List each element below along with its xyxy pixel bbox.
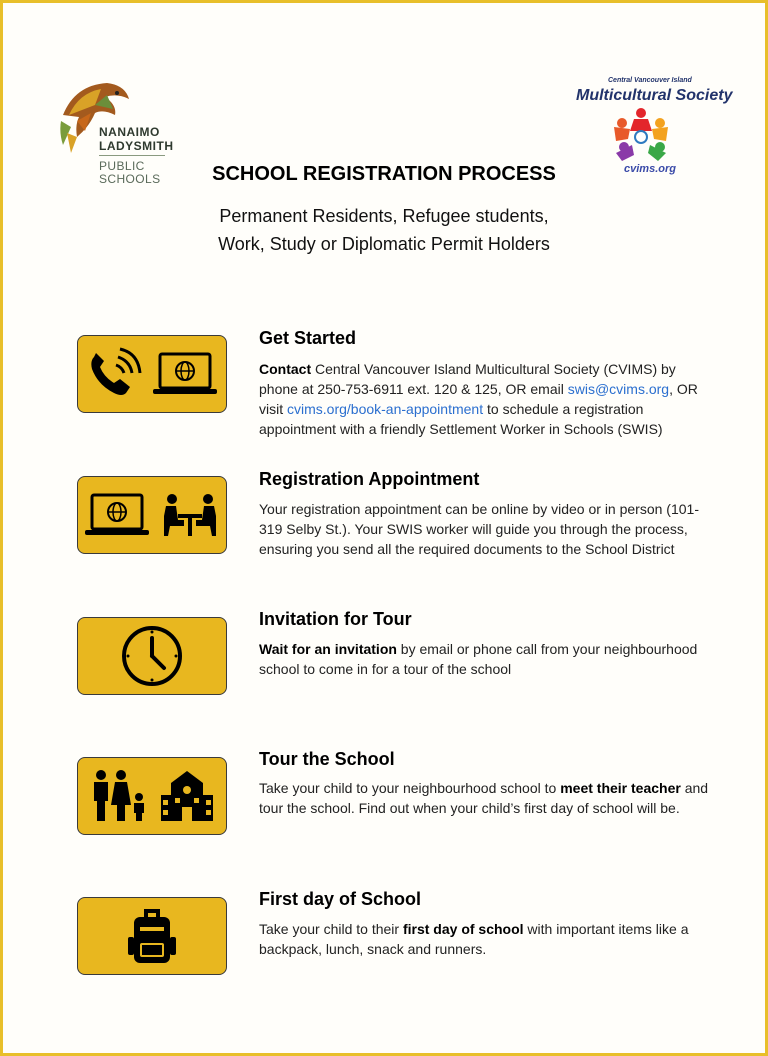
meeting-icon [160, 492, 220, 538]
family-icon [89, 769, 149, 823]
cvims-logo-url: cvims.org [624, 163, 676, 175]
step-description [259, 639, 709, 679]
laptop-globe-icon [84, 492, 150, 538]
step-text-part: , OR visit [259, 381, 698, 417]
step-title: Invitation for Tour [259, 609, 412, 629]
step-lead-text: Contact [259, 361, 312, 377]
step-description [259, 778, 709, 818]
backpack-icon [126, 907, 178, 965]
step-icon-box [77, 757, 227, 835]
appointment-link[interactable]: cvims.org/book-an-appointment [287, 401, 484, 417]
step-text-part: Take your child to their [259, 921, 403, 937]
logo-left-line3: PUBLIC [99, 159, 145, 173]
cvims-logo-small-text: Central Vancouver Island [608, 77, 692, 84]
phone-icon [86, 347, 142, 401]
step-description [259, 919, 709, 959]
step-icon-box [77, 617, 227, 695]
logo-left-line1: NANAIMO [99, 125, 160, 139]
step-lead-text: Wait for an invitation [259, 641, 397, 657]
step-title: Get Started [259, 328, 357, 348]
subtitle-line1: Permanent Residents, Refugee students, [219, 206, 549, 226]
laptop-globe-icon [152, 351, 218, 397]
step-text-part: with important items like a backpack, lunch, snack and runners. [259, 921, 689, 957]
step-title: First day of School [259, 889, 422, 909]
clock-icon [120, 624, 184, 688]
step-icon-box [77, 476, 227, 554]
page-title: SCHOOL REGISTRATION PROCESS [212, 163, 556, 185]
step-description: Your registration appointment can be online by video or in person (101-319 Selby St.). Your SWIS worker will guide you through the process, ensuring you send all the required documents to the School District [259, 501, 699, 557]
school-icon [159, 769, 215, 823]
step-text-part: and tour the school. Find out when your child’s first day of school will be. [259, 780, 709, 816]
logo-left-line2: LADYSMITH [99, 139, 174, 153]
logo-left-line4: SCHOOLS [99, 172, 161, 186]
step-bold-text: first day of school [402, 921, 524, 937]
step-icon-box [77, 335, 227, 413]
cvims-logo [568, 77, 733, 177]
step-description [259, 359, 709, 439]
step-bold-text: meet their teacher [560, 780, 681, 796]
step-text-part: by email or phone call from your neighbourhood school to come in for a tour of the school [259, 641, 698, 677]
step-icon-box [77, 897, 227, 975]
step-text-part: to schedule a registration appointment with a friendly Settlement Worker in Schools (SWIS) [259, 401, 663, 437]
step-title: Registration Appointment [259, 469, 480, 489]
logo-left-divider [99, 155, 165, 156]
subtitle-line2: Work, Study or Diplomatic Permit Holders [218, 234, 550, 254]
step-text-part: Take your child to your neighbourhood school to [259, 780, 561, 796]
step-text-part: Central Vancouver Island Multicultural Society (CVIMS) by phone at 250-753-6911 ext. 120 & 125, OR email [259, 361, 676, 397]
step-title: Tour the School [259, 749, 395, 769]
email-link[interactable]: swis@cvims.org [567, 381, 670, 397]
people-circle-icon [610, 105, 672, 163]
cvims-logo-name: Multicultural Society [576, 87, 733, 104]
